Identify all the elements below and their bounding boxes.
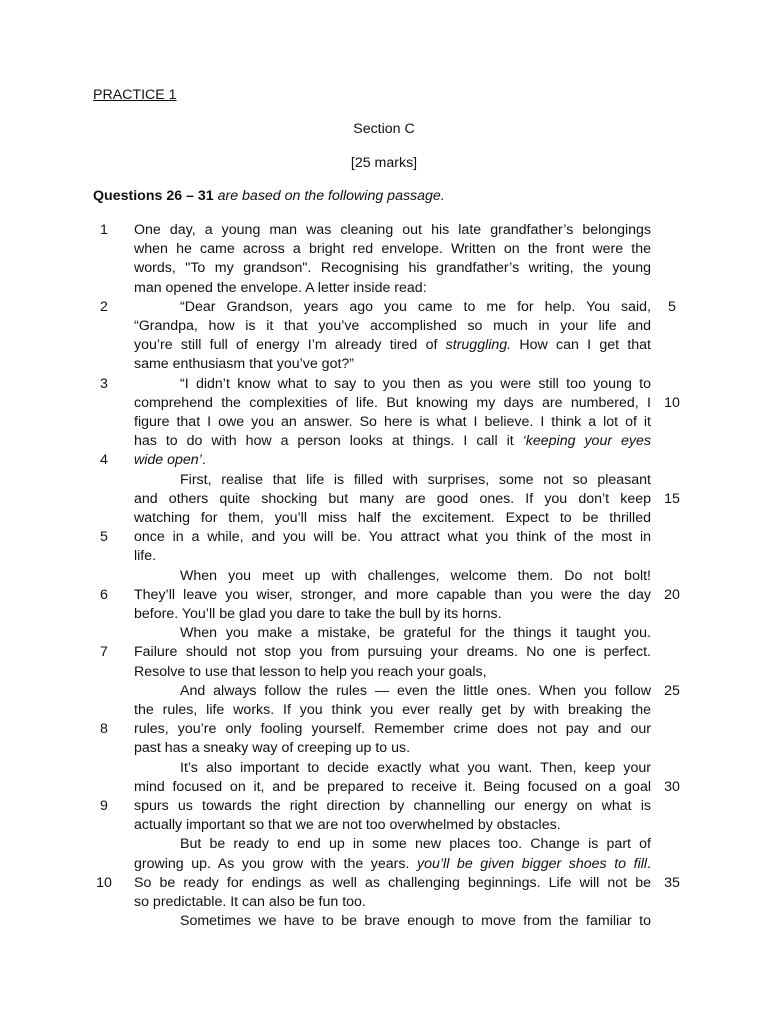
paragraph-number: 2 bbox=[100, 298, 108, 315]
passage-row bbox=[0, 913, 768, 932]
passage-row bbox=[0, 260, 768, 279]
passage-line bbox=[134, 414, 651, 430]
passage-row bbox=[0, 568, 768, 587]
passage-line bbox=[134, 798, 651, 814]
passage-row bbox=[0, 702, 768, 721]
passage-text: past has a sneaky way of creeping up to us. bbox=[134, 740, 411, 757]
paragraph-number: 9 bbox=[100, 798, 108, 814]
passage-line bbox=[134, 856, 651, 872]
line-number: 15 bbox=[664, 490, 680, 507]
passage-text: same enthusiasm that you’ve got?” bbox=[134, 356, 355, 373]
passage-line bbox=[180, 472, 651, 488]
passage-line bbox=[134, 664, 651, 680]
passage-row bbox=[0, 894, 768, 913]
passage-text: when he came across a bright red envelope. Written on the front were the bbox=[134, 241, 651, 258]
questions-intro-text: are based on the following passage. bbox=[213, 188, 445, 204]
passage-text: First, realise that life is filled with surprises, some not so pleasant bbox=[180, 471, 651, 488]
passage-row bbox=[0, 817, 768, 836]
passage-italic-text: you’ll be given bigger shoes to fill bbox=[417, 855, 648, 872]
paragraph-number: 10 bbox=[96, 874, 112, 891]
passage-text: Sometimes we have to be brave enough to move from the familiar to bbox=[180, 913, 651, 930]
passage-text: “Dear Grandson, years ago you came to me for help. You said, bbox=[180, 298, 651, 315]
paragraph-number: 4 bbox=[100, 452, 108, 469]
passage-line bbox=[134, 779, 651, 795]
passage-line bbox=[134, 875, 651, 891]
passage-text: the rules, life works. If you think you ever really get by with breaking the bbox=[134, 702, 651, 718]
passage-row bbox=[0, 856, 768, 875]
passage-text: before. You’ll be glad you dare to take the bull by its horns. bbox=[134, 606, 502, 622]
line-number: 30 bbox=[664, 778, 680, 795]
passage-row bbox=[0, 644, 768, 663]
passage-line bbox=[134, 606, 651, 622]
passage-line bbox=[134, 337, 651, 353]
passage-row bbox=[0, 606, 768, 625]
passage-row bbox=[0, 222, 768, 241]
passage-text: once in a while, and you will be. You attract what you think of the most in bbox=[134, 529, 651, 546]
passage-line bbox=[134, 740, 651, 756]
passage-line bbox=[180, 913, 651, 929]
passage-line bbox=[134, 529, 651, 545]
passage-row bbox=[0, 452, 768, 471]
passage-row bbox=[0, 356, 768, 375]
passage-line bbox=[134, 433, 651, 449]
passage-text: and others quite shocking but many are good ones. If you don’t keep bbox=[134, 490, 651, 507]
passage-line bbox=[180, 683, 651, 699]
passage-line bbox=[134, 318, 651, 334]
passage-line bbox=[180, 760, 651, 776]
passage-row bbox=[0, 299, 768, 318]
passage-line bbox=[134, 260, 651, 276]
passage-text: One day, a young man was cleaning out his late grandfather’s belongings bbox=[134, 222, 651, 238]
passage-row bbox=[0, 433, 768, 452]
paragraph-number: 8 bbox=[100, 721, 108, 738]
line-number: 5 bbox=[668, 298, 676, 315]
passage-text: figure that I owe you an answer. So here is what I believe. I think a lot of it bbox=[134, 414, 651, 430]
questions-intro bbox=[93, 188, 445, 204]
passage-text: “Grandpa, how is it that you’ve accomplished so much in your life and bbox=[134, 318, 651, 334]
passage-line bbox=[134, 702, 651, 718]
paragraph-number: 3 bbox=[100, 375, 108, 392]
passage-italic-text: ‘keeping your eyes bbox=[522, 433, 651, 450]
passage-text: When you meet up with challenges, welcome them. Do not bolt! bbox=[180, 567, 651, 584]
passage-row bbox=[0, 280, 768, 299]
passage-row bbox=[0, 376, 768, 395]
passage-row bbox=[0, 798, 768, 817]
passage-line bbox=[134, 395, 651, 411]
passage-line bbox=[134, 356, 651, 372]
passage-row bbox=[0, 836, 768, 855]
line-number: 35 bbox=[664, 874, 680, 891]
passage-italic-text: wide open’ bbox=[134, 452, 202, 469]
passage-text: you’re still full of energy I’m already tired of bbox=[134, 337, 446, 354]
passage-row bbox=[0, 683, 768, 702]
passage-text: So be ready for endings as well as challenging beginnings. Life will not be bbox=[134, 874, 651, 891]
passage-text: But be ready to end up in some new places too. Change is part of bbox=[180, 836, 651, 853]
passage-text: . bbox=[201, 452, 206, 469]
passage-row bbox=[0, 318, 768, 337]
paragraph-number: 6 bbox=[100, 586, 108, 603]
passage-text: has to do with how a person looks at things. I call it bbox=[134, 433, 523, 450]
passage-text: Failure should not stop you from pursuing your dreams. No one is perfect. bbox=[134, 644, 651, 661]
passage-row bbox=[0, 740, 768, 759]
questions-range: Questions 26 – 31 bbox=[93, 188, 214, 204]
passage-text: words, "To my grandson". Recognising his grandfather’s writing, the young bbox=[134, 260, 651, 277]
paragraph-number: 1 bbox=[100, 222, 108, 238]
passage-text: Resolve to use that lesson to help you reach your goals, bbox=[134, 663, 487, 680]
passage-line bbox=[134, 280, 651, 296]
section-title: Section C bbox=[353, 121, 415, 137]
passage-text: growing up. As you grow with the years. bbox=[134, 855, 418, 872]
passage-line bbox=[180, 376, 651, 392]
passage-text: actually important so that we are not too overwhelmed by obstacles. bbox=[134, 817, 561, 834]
line-number: 20 bbox=[664, 586, 680, 603]
passage-text: When you make a mistake, be grateful for the things it taught you. bbox=[180, 625, 651, 642]
passage-row bbox=[0, 548, 768, 567]
passage-row bbox=[0, 625, 768, 644]
passage-row bbox=[0, 510, 768, 529]
passage-row bbox=[0, 875, 768, 894]
passage-text: spurs us towards the right direction by channelling our energy on what is bbox=[134, 798, 651, 814]
line-number: 10 bbox=[664, 394, 680, 411]
passage-row bbox=[0, 779, 768, 798]
passage-text: so predictable. It can also be fun too. bbox=[134, 894, 366, 910]
passage-line bbox=[134, 894, 651, 910]
passage-text: And always follow the rules — even the little ones. When you follow bbox=[180, 682, 651, 699]
passage-row bbox=[0, 337, 768, 356]
passage-italic-text: struggling. bbox=[445, 337, 512, 354]
passage-row bbox=[0, 587, 768, 606]
passage-line bbox=[134, 721, 651, 737]
paragraph-number: 7 bbox=[100, 644, 108, 661]
passage-text: “I didn’t know what to say to you then as you were still too young to bbox=[180, 375, 651, 392]
passage-row bbox=[0, 721, 768, 740]
passage-row bbox=[0, 395, 768, 414]
passage-text: man opened the envelope. A letter inside read: bbox=[134, 279, 427, 296]
passage-line bbox=[134, 452, 651, 468]
passage-text: mind focused on it, and be prepared to receive it. Being focused on a goal bbox=[134, 778, 651, 795]
passage-row bbox=[0, 760, 768, 779]
passage-line bbox=[134, 491, 651, 507]
passage-text: It’s also important to decide exactly what you want. Then, keep your bbox=[180, 759, 651, 776]
passage-text: comprehend the complexities of life. But knowing my days are numbered, I bbox=[134, 394, 651, 411]
passage-row bbox=[0, 529, 768, 548]
passage-text: rules, you’re only fooling yourself. Remember crime does not pay and our bbox=[134, 721, 651, 738]
passage-line bbox=[134, 241, 651, 257]
passage-text: watching for them, you’ll miss half the excitement. Expect to be thrilled bbox=[134, 510, 651, 526]
passage-text: How can I get that bbox=[511, 337, 651, 354]
passage-line bbox=[180, 299, 651, 315]
passage-row bbox=[0, 491, 768, 510]
passage-line bbox=[134, 510, 651, 526]
passage-line bbox=[134, 587, 651, 603]
paragraph-number: 5 bbox=[100, 529, 108, 546]
passage-row bbox=[0, 664, 768, 683]
passage-line bbox=[134, 817, 651, 833]
marks-label: [25 marks] bbox=[350, 155, 418, 171]
passage-line bbox=[134, 222, 651, 238]
practice-heading: PRACTICE 1 bbox=[93, 87, 177, 103]
passage-row bbox=[0, 472, 768, 491]
passage-line bbox=[180, 625, 651, 641]
line-number: 25 bbox=[664, 682, 680, 699]
passage-row bbox=[0, 241, 768, 260]
passage-text: . bbox=[647, 855, 651, 872]
passage-line bbox=[180, 568, 651, 584]
passage-text: life. bbox=[134, 548, 157, 565]
passage-line bbox=[134, 644, 651, 660]
passage-row bbox=[0, 414, 768, 433]
passage-line bbox=[134, 548, 651, 564]
passage-line bbox=[180, 836, 651, 852]
passage-text: They’ll leave you wiser, stronger, and more capable than you were the day bbox=[134, 586, 651, 603]
